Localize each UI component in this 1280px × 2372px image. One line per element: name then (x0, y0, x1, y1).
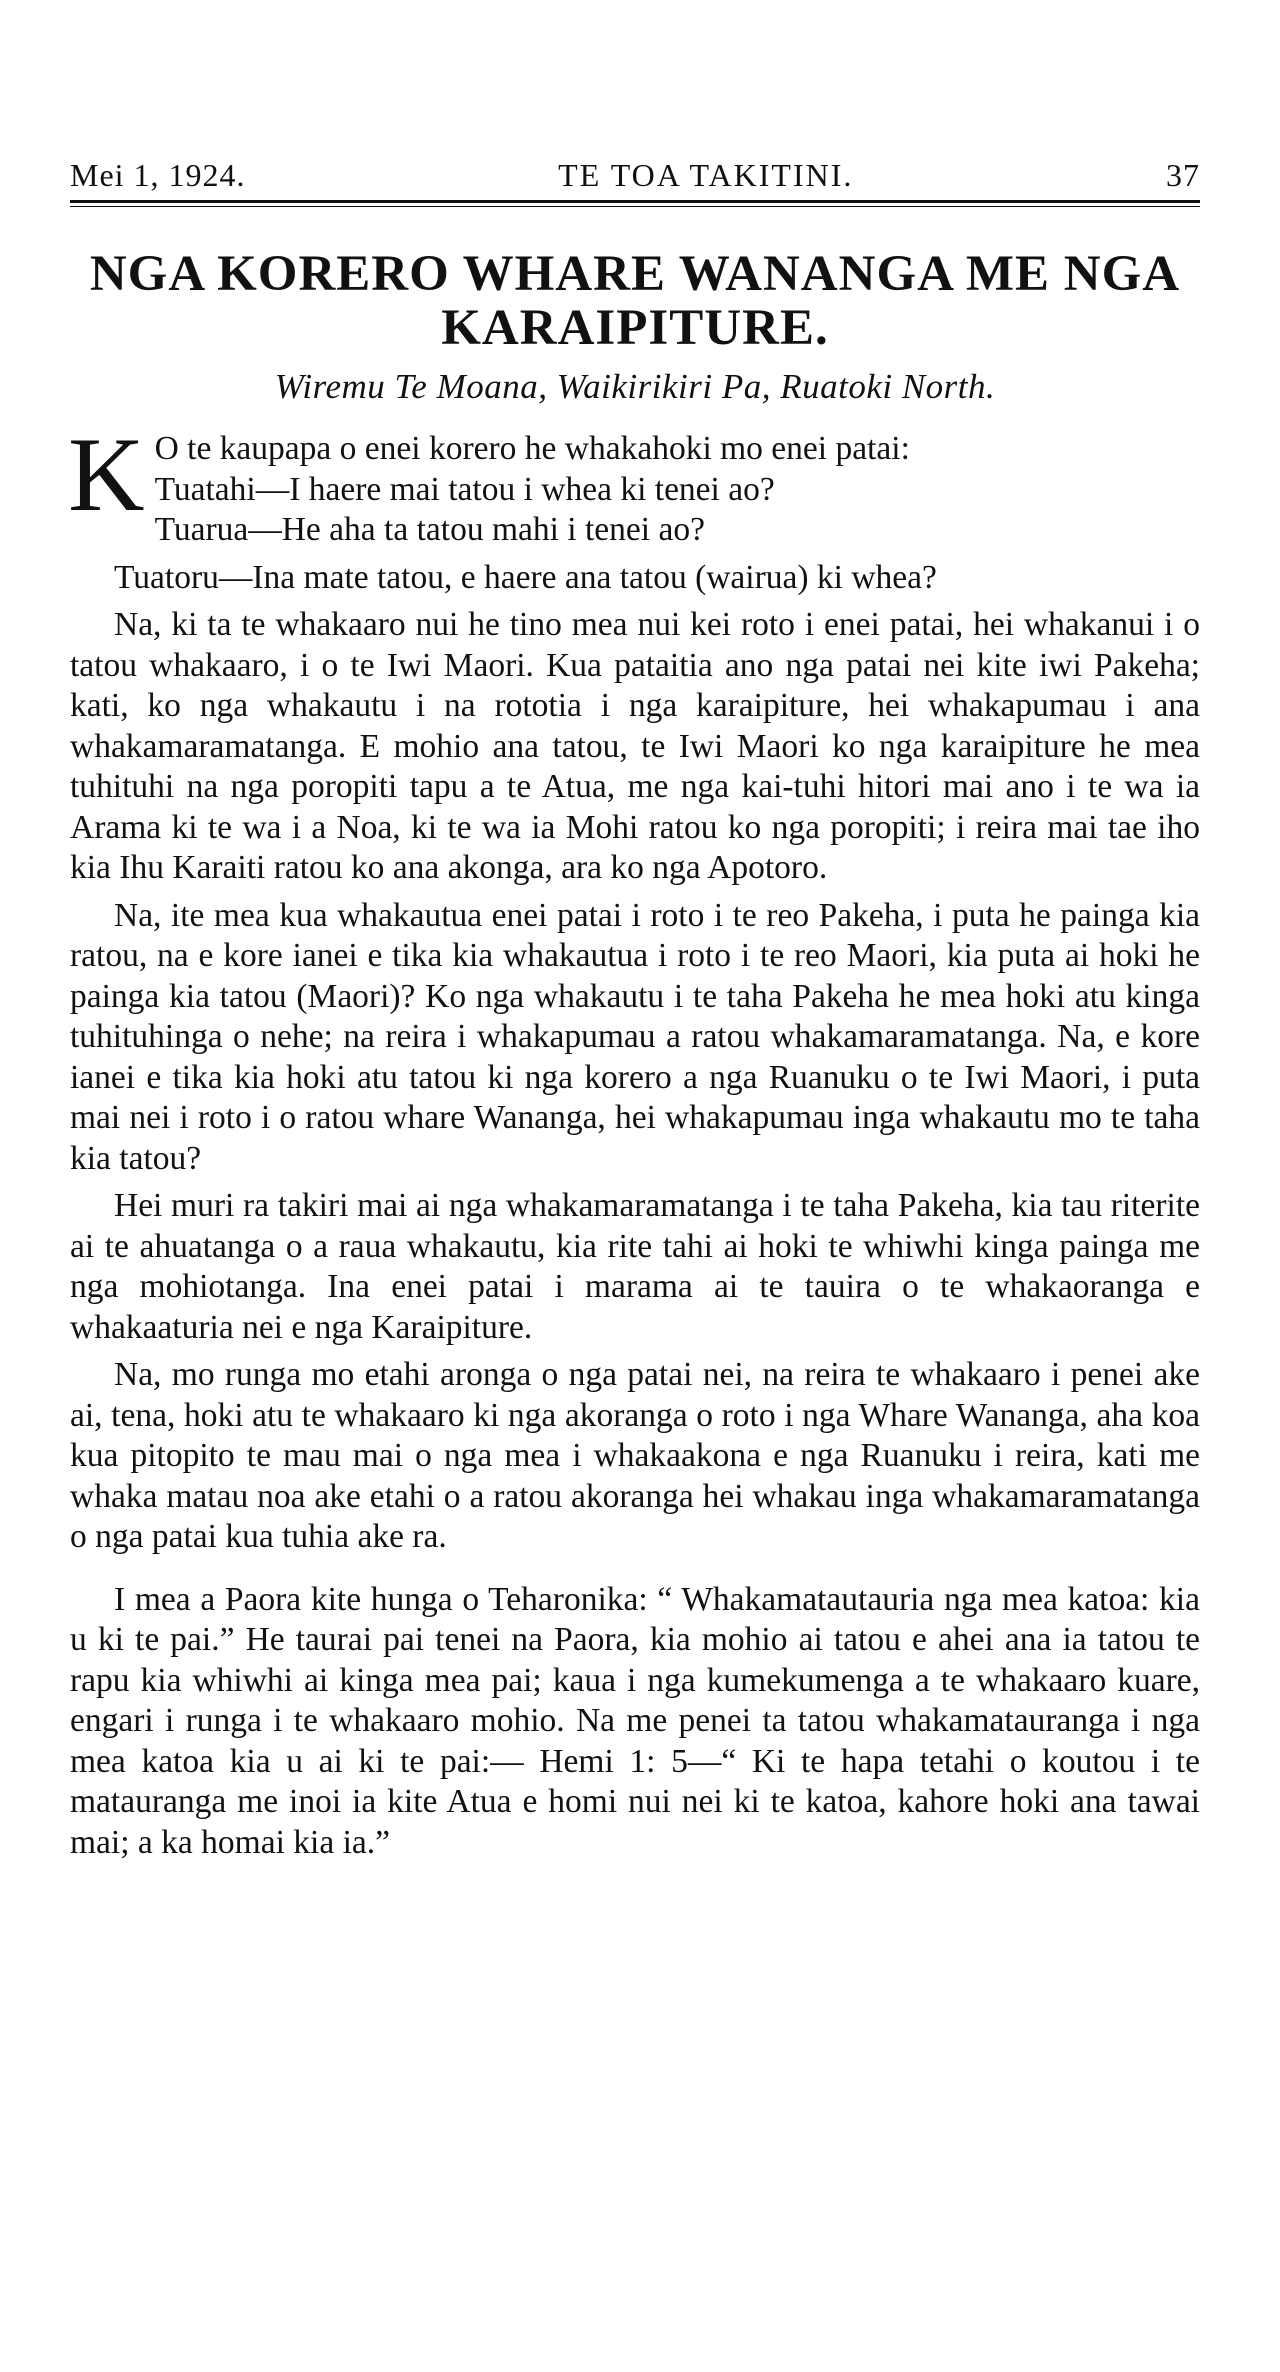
paragraph: Na, ki ta te whakaaro nui he tino mea nui kei roto i enei patai, hei whakanui i o tatou whakaaro, i o te Iwi Maori. Kua pataitia ano nga patai nei kite iwi Pakeha; kati, ko nga whakautu i na rototia i nga karaipiture, hei whakapumau i ana whakamaramatanga. E mohio ana tatou, te Iwi Maori ko nga karaipiture he mea tuhituhi na nga poropiti tapu a te Atua, me nga kai-tuhi hitori mai ano i te wa ia Arama ki te wa i a Noa, ki te wa ia Mohi ratou ko nga poropiti; i reira mai tae iho kia Ihu Karaiti ratou ko ana akonga, ara ko nga Apotoro. (70, 606, 1200, 886)
page (70, 150, 1200, 1870)
article-body (68, 416, 1200, 1863)
header-rule-thin (70, 206, 1200, 207)
paragraph-question-3: Tuatoru—Ina mate tatou, e haere ana tatou (wairua) ki whea? (114, 558, 937, 596)
paragraph: Hei muri ra takiri mai ai nga whakamaramatanga i te taha Pakeha, kia tau riterite ai te ahuatanga o a raua whakautu, kia rite tahi ai hoki te whiwhi kinga painga me nga mohiotanga. Ina enei patai i marama ai te tauira o te whakaoranga e whakaaturia nei e nga Karaipiture. (70, 1187, 1200, 1346)
opening-line: O te kaupapa o enei korero he whakahoki mo enei patai: (154, 430, 910, 467)
question-1: Tuatahi—I haere mai tatou i whea ki tenei ao? (154, 470, 775, 508)
page-number: 37 (1165, 157, 1200, 193)
paragraph: Na, mo runga mo etahi aronga o nga patai nei, na reira te whakaaro i penei ake ai, tena, hoki atu te whakaaro ki nga akoranga o roto i nga Whare Wananga, aha koa kua pitopito te mau mai o nga mea i whakaakona e nga Ruanuku i reira, kati me whaka matau noa ake etahi o a ratou akoranga hei whakau inga whakamaramatanga o nga patai kua tuhia ake ra. (70, 1356, 1200, 1555)
paragraph: Na, ite mea kua whakautua enei patai i roto i te reo Pakeha, i puta he painga kia ratou, na e kore ianei e tika kia whakautua i roto i te reo Maori, kia puta ai hoki he painga kia tatou (Maori)? Ko nga whakautu i te taha Pakeha he mea hoki atu kinga tuhituhinga o nehe; na reira i whakapumau a ratou whakamaramatanga. Na, e kore ianei e tika kia hoki atu tatou ki nga korero a nga Ruanuku o te Iwi Maori, i puta mai nei i roto i o ratou whare Wananga, hei whakapumau inga whakautu mo te taha kia tatou? (70, 896, 1200, 1177)
closing-paragraph: I mea a Paora kite hunga o Teharonika: “ Whakamatautauria nga mea katoa: kia u ki te pai.” He taurai pai tenei na Paora, kia mohio ai tatou e ahei ana ia tatou te rapu kia whiwhi ai kinga mea pai; kaua i nga kumekumenga a te whakaaro kuare, engari i runga i te whakaaro mohio. Na me penei ta tatou whakamatauranga i nga mea katoa kia u ai ki te pai:— Hemi 1: 5—“ Ki te hapa tetahi o koutou i te matauranga me inoi ia kite Atua e homi nui nei ki te katoa, kahore hoki ana tawai mai; a ka homai kia ia.” (70, 1580, 1200, 1861)
header-rule-thick (70, 200, 1200, 203)
article-byline: Wiremu Te Moana, Waikirikiri Pa, Ruatoki North. (274, 367, 996, 406)
drop-cap: K (68, 416, 145, 533)
running-head (70, 150, 1200, 194)
publication-title: TE TOA TAKITINI. (558, 157, 854, 193)
question-2: Tuarua—He aha ta tatou mahi i tenei ao? (154, 511, 705, 548)
issue-date: Mei 1, 1924. (70, 157, 246, 193)
article-title: NGA KORERO WHARE WANANGA ME NGA KARAIPITURE. (89, 246, 1181, 356)
opening-paragraph (68, 416, 1200, 551)
